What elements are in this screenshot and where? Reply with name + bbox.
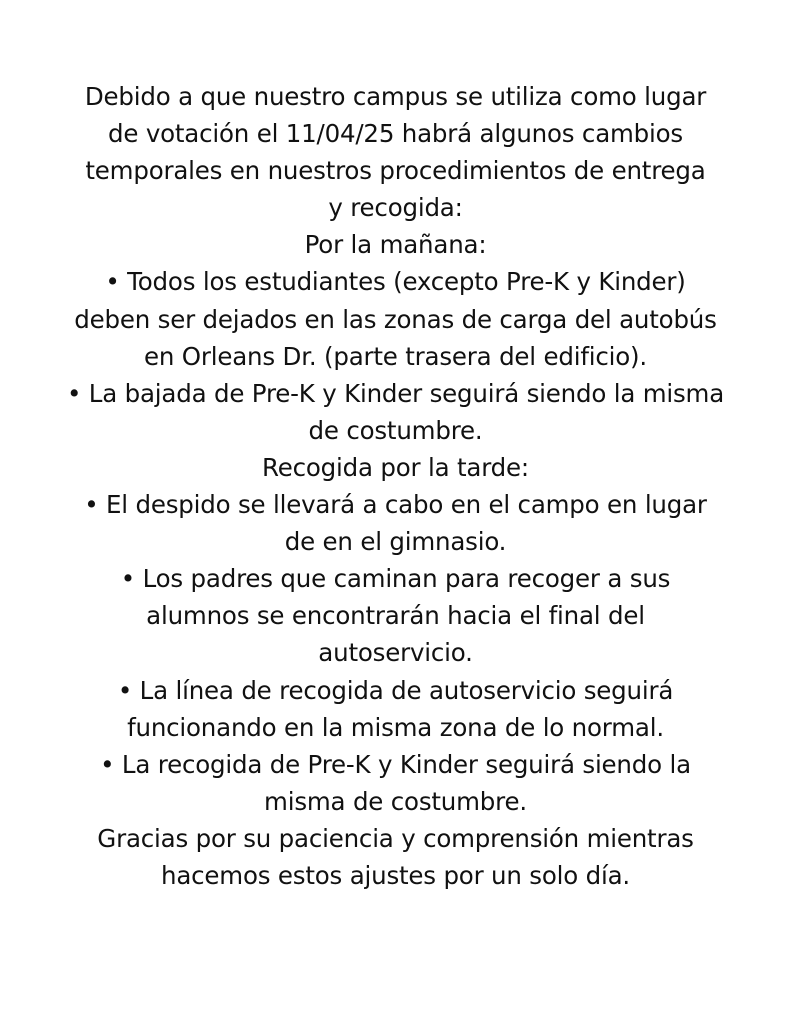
afternoon-bullet-2-line-2: alumnos se encontrarán hacia el final del <box>146 601 645 631</box>
afternoon-bullet-2-line-1: • Los padres que caminan para recoger a sus <box>120 564 671 594</box>
afternoon-bullet-1-line-1: • El despido se llevará a cabo en el campo en lugar <box>84 490 707 520</box>
afternoon-bullet-4-line-2: misma de costumbre. <box>264 786 527 816</box>
morning-bullet-1-line-1: • Todos los estudiantes (excepto Pre-K y Kinder) <box>105 267 686 297</box>
intro-line-4: y recogida: <box>328 193 463 223</box>
morning-bullet-2-line-2: de costumbre. <box>308 415 483 445</box>
morning-bullet-1-line-2: deben ser dejados en las zonas de carga del autobús <box>74 304 717 334</box>
intro-line-1: Debido a que nuestro campus se utiliza como lugar <box>84 82 707 111</box>
afternoon-bullet-2-line-3: autoservicio. <box>318 638 473 668</box>
intro-line-3: temporales en nuestros procedimientos de entrega <box>85 156 706 186</box>
afternoon-bullet-1-line-2: de en el gimnasio. <box>284 527 507 557</box>
morning-bullet-1-line-3: en Orleans Dr. (parte trasera del edificio). <box>144 341 647 371</box>
afternoon-bullet-3-line-2: funcionando en la misma zona de lo normal. <box>127 712 664 742</box>
afternoon-heading: Recogida por la tarde: <box>262 452 529 482</box>
notice-text <box>40 78 751 894</box>
intro-line-2: de votación el 11/04/25 habrá algunos cambios <box>108 119 683 149</box>
morning-heading: Por la mañana: <box>304 230 487 260</box>
afternoon-bullet-3-line-1: • La línea de recogida de autoservicio seguirá <box>117 675 674 705</box>
afternoon-bullet-4-line-1: • La recogida de Pre-K y Kinder seguirá siendo la <box>100 749 691 779</box>
closing-line-1: Gracias por su paciencia y comprensión mientras <box>97 823 694 853</box>
closing-line-2: hacemos estos ajustes por un solo día. <box>161 860 630 890</box>
morning-bullet-2-line-1: • La bajada de Pre-K y Kinder seguirá siendo la misma <box>66 378 725 408</box>
